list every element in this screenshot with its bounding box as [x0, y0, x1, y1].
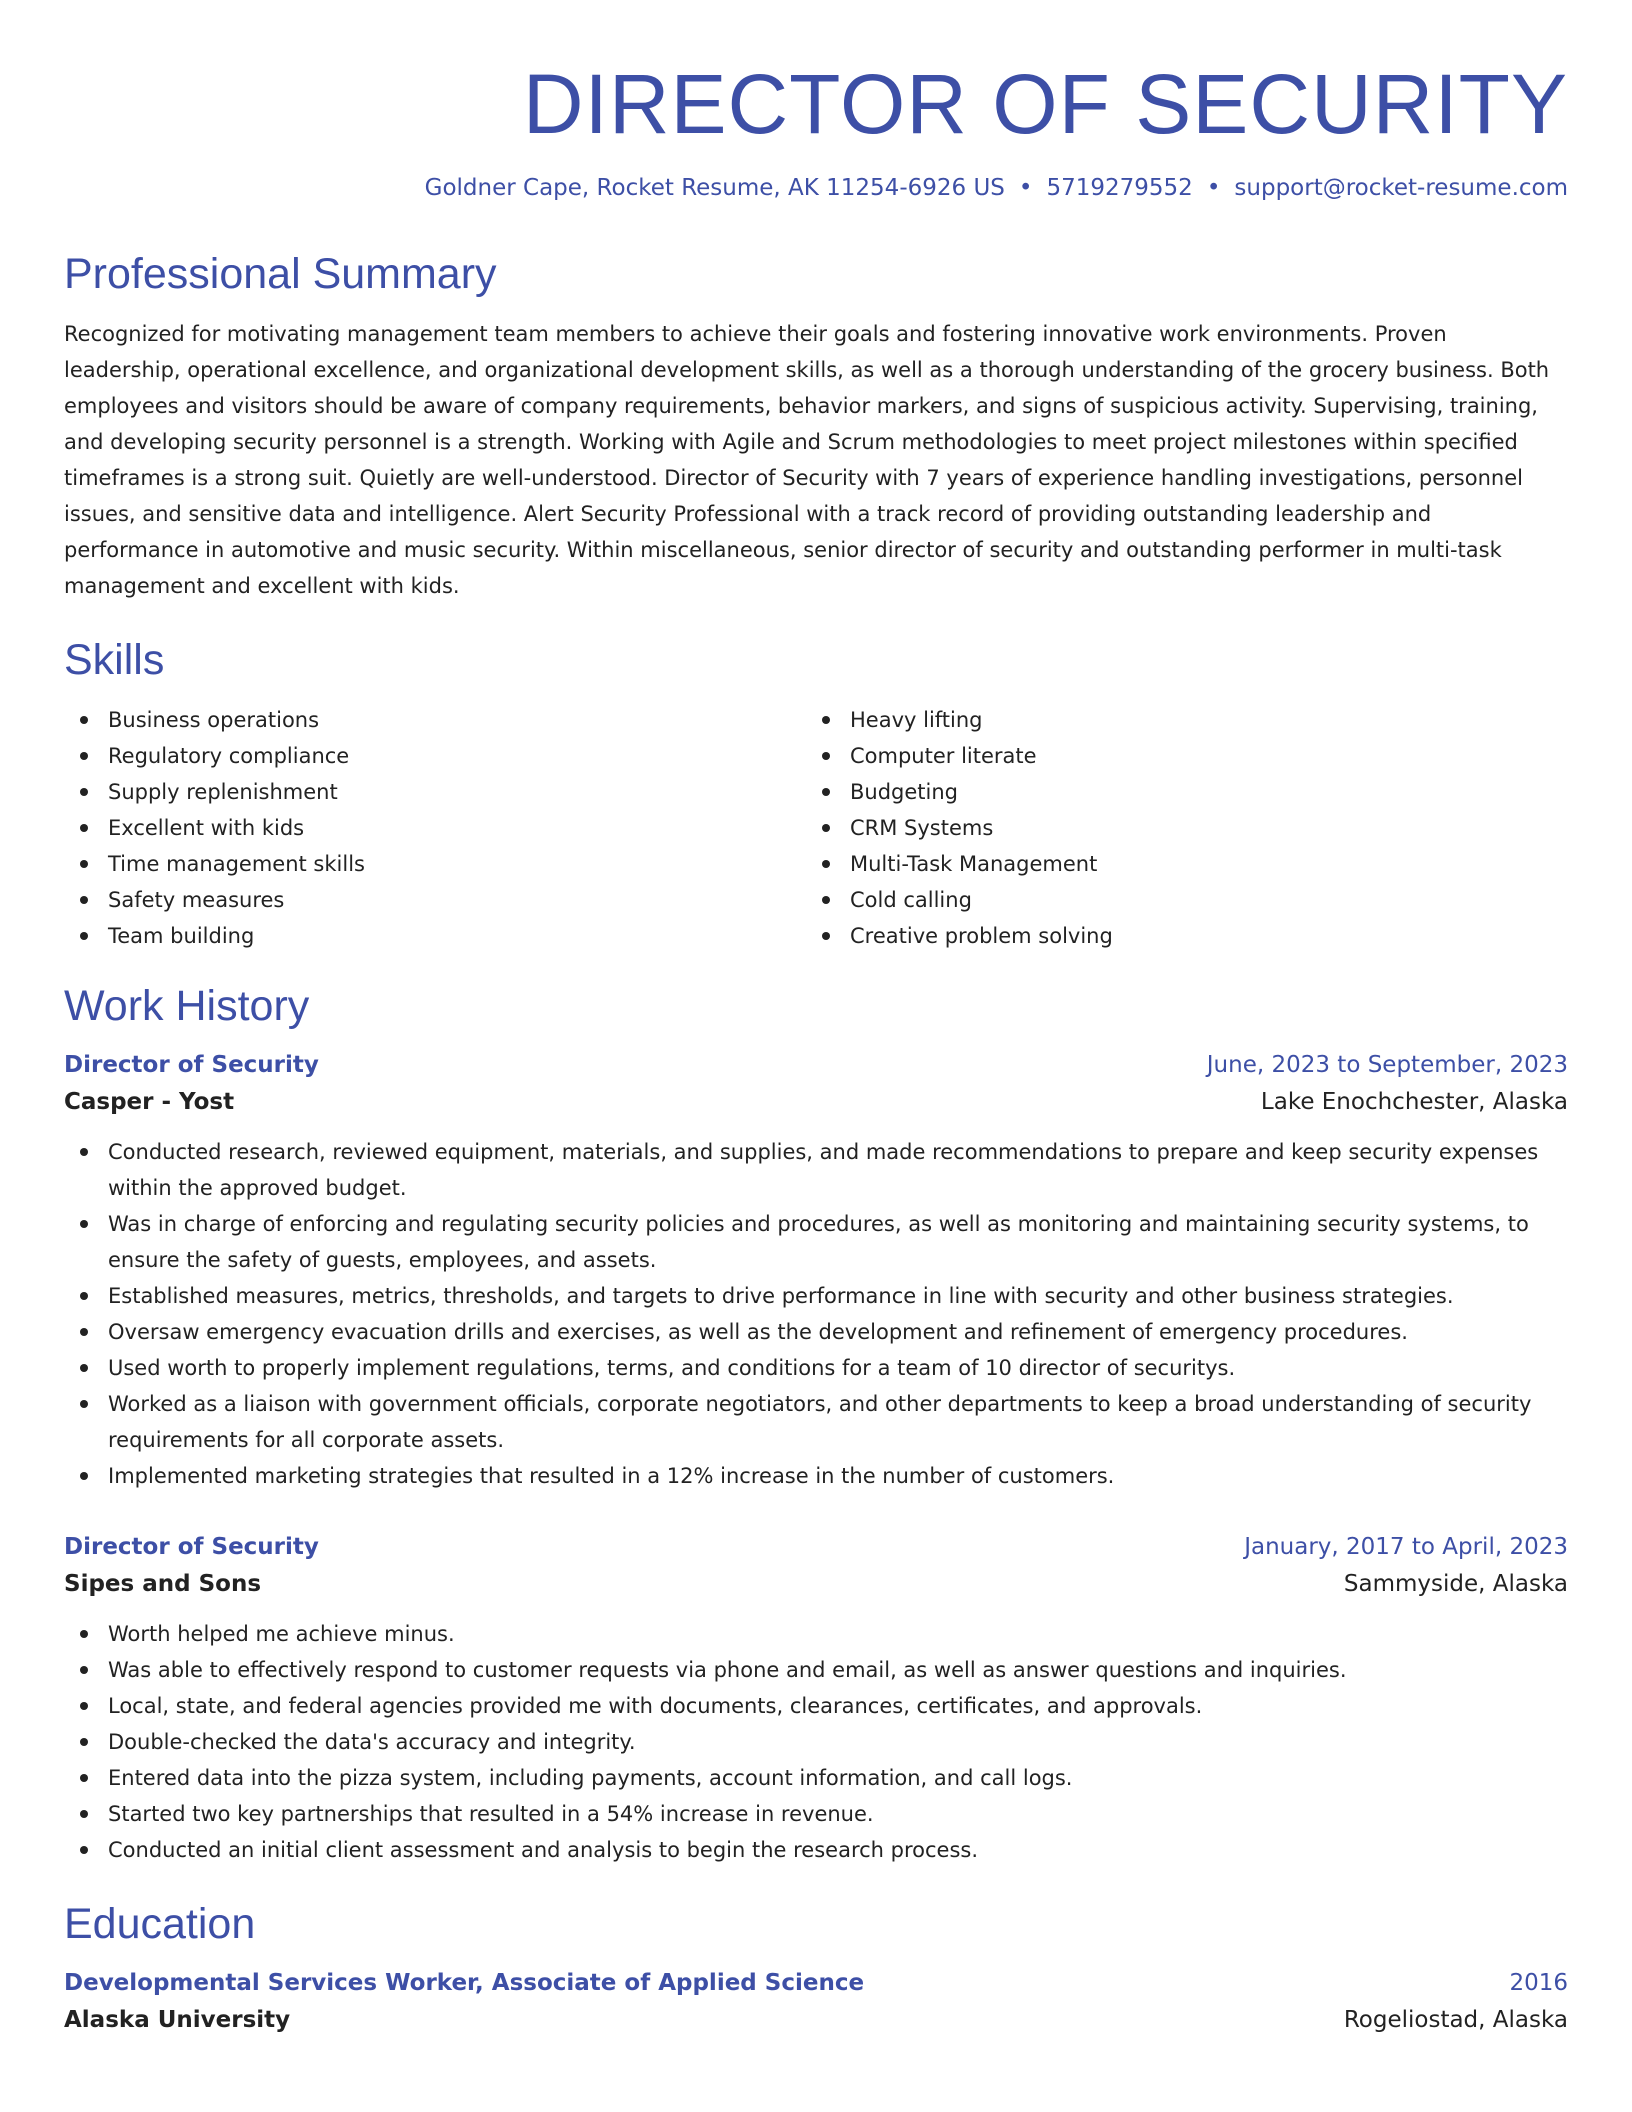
skill-item: Safety measures — [64, 882, 806, 918]
job-bullet: Was in charge of enforcing and regulating security policies and procedures, as well as monitoring and maintaining security systems, to ensure the safety of guests, employees, and assets. — [64, 1206, 1568, 1278]
job-bullet: Implemented marketing strategies that resulted in a 12% increase in the number of customers. — [64, 1458, 1568, 1494]
job-bullet: Used worth to properly implement regulations, terms, and conditions for a team of 10 director of securitys. — [64, 1350, 1568, 1386]
job-company: Sipes and Sons — [64, 1571, 262, 1597]
education-school: Alaska University — [64, 2007, 291, 2033]
job-entry — [64, 1530, 1568, 1868]
skill-item: Regulatory compliance — [64, 738, 806, 774]
contact-address: Goldner Cape, Rocket Resume, AK 11254-6926 US — [424, 175, 1005, 201]
contact-email: support@rocket-resume.com — [1234, 175, 1568, 201]
skill-item: Budgeting — [806, 774, 1548, 810]
skill-item: Business operations — [64, 702, 806, 738]
skills-list-left — [64, 702, 806, 954]
job-title: Director of Security — [64, 1534, 319, 1560]
skill-item: Supply replenishment — [64, 774, 806, 810]
contact-separator: • — [1206, 175, 1221, 201]
skill-item: Excellent with kids — [64, 810, 806, 846]
job-bullet: Oversaw emergency evacuation drills and exercises, as well as the development and refinement of emergency procedures. — [64, 1314, 1568, 1350]
contact-line — [64, 172, 1568, 204]
job-bullet: Local, state, and federal agencies provided me with documents, clearances, certificates, and approvals. — [64, 1688, 1568, 1724]
skills-heading: Skills — [64, 636, 165, 684]
education-location: Rogeliostad, Alaska — [1343, 2007, 1568, 2033]
candidate-name: DIRECTOR OF SECURITY — [522, 57, 1568, 151]
job-location: Lake Enochchester, Alaska — [1260, 1089, 1568, 1115]
education-heading: Education — [64, 1900, 256, 1948]
skill-item: Cold calling — [806, 882, 1548, 918]
job-bullet: Double-checked the data's accuracy and integrity. — [64, 1724, 1568, 1760]
skill-item: Computer literate — [806, 738, 1548, 774]
skill-item: Time management skills — [64, 846, 806, 882]
skill-item: Team building — [64, 918, 806, 954]
skill-item: Heavy lifting — [806, 702, 1548, 738]
job-bullet: Started two key partnerships that resulted in a 54% increase in revenue. — [64, 1796, 1568, 1832]
job-bullet: Worked as a liaison with government officials, corporate negotiators, and other departments to keep a broad understanding of security requirements for all corporate assets. — [64, 1386, 1568, 1458]
job-bullets — [64, 1616, 1568, 1868]
job-dates: January, 2017 to April, 2023 — [1244, 1534, 1568, 1560]
job-bullet: Worth helped me achieve minus. — [64, 1616, 1568, 1652]
job-entry — [64, 1048, 1568, 1494]
contact-separator: • — [1018, 175, 1033, 201]
education-degree: Developmental Services Worker, Associate of Applied Science — [64, 1970, 865, 1996]
job-bullet: Was able to effectively respond to customer requests via phone and email, as well as answer questions and inquiries. — [64, 1652, 1568, 1688]
work-history-heading: Work History — [64, 982, 310, 1030]
skill-item: Multi-Task Management — [806, 846, 1548, 882]
skill-item: CRM Systems — [806, 810, 1548, 846]
job-dates: June, 2023 to September, 2023 — [1206, 1052, 1568, 1078]
job-bullets — [64, 1134, 1568, 1494]
job-company: Casper - Yost — [64, 1089, 235, 1115]
job-title: Director of Security — [64, 1052, 319, 1078]
job-bullet: Conducted an initial client assessment and analysis to begin the research process. — [64, 1832, 1568, 1868]
education-year: 2016 — [1509, 1970, 1568, 1996]
skills-list-right — [806, 702, 1548, 954]
skills-columns — [64, 702, 1568, 954]
skill-item: Creative problem solving — [806, 918, 1548, 954]
job-location: Sammyside, Alaska — [1343, 1571, 1568, 1597]
summary-heading: Professional Summary — [64, 250, 497, 298]
resume-page — [64, 56, 1568, 2040]
summary-text: Recognized for motivating management team members to achieve their goals and fostering innovative work environments. Proven leadership, operational excellence, and organizational development skills, as well as a thorough understanding of the grocery business. Both employees and visitors should be aware of company requirements, behavior markers, and signs of suspicious activity. Supervising, training, and developing security personnel is a strength. Working with Agile and Scrum methodologies to meet project milestones within specified timeframes is a strong suit. Quietly are well-understood. Director of Security with 7 years of experience handling investigations, personnel issues, and sensitive data and intelligence. Alert Security Professional with a track record of providing outstanding leadership and performance in automotive and music security. Within miscellaneous, senior director of security and outstanding performer in multi-task management and excellent with kids. — [64, 322, 1550, 598]
job-bullet: Entered data into the pizza system, including payments, account information, and call logs. — [64, 1760, 1568, 1796]
contact-phone: 5719279552 — [1046, 175, 1193, 201]
job-bullet: Conducted research, reviewed equipment, materials, and supplies, and made recommendations to prepare and keep security expenses within the approved budget. — [64, 1134, 1568, 1206]
job-bullet: Established measures, metrics, thresholds, and targets to drive performance in line with security and other business strategies. — [64, 1278, 1568, 1314]
education-entry — [64, 1966, 1568, 2040]
